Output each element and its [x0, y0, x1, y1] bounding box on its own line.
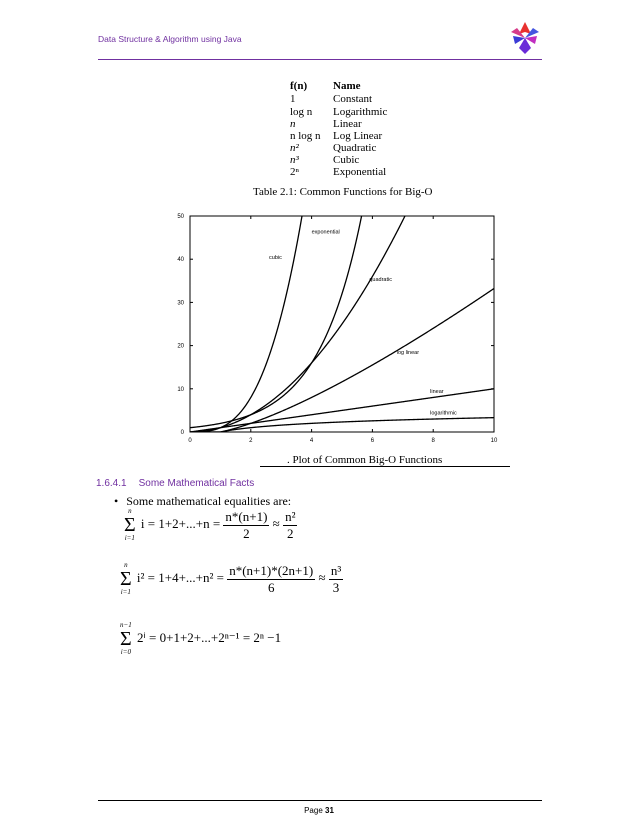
- table-cell-name: Logarithmic: [333, 106, 388, 118]
- approx-numerator: n²: [285, 508, 296, 524]
- x-tick-label: 4: [309, 438, 314, 444]
- sum-upper: n: [128, 507, 132, 515]
- table-cell-name: Constant: [333, 93, 373, 105]
- equation-1: [124, 508, 297, 542]
- fraction-numerator: n*(n+1)*(2n+1): [229, 562, 314, 578]
- sum-symbol: [120, 562, 132, 596]
- sum-lower: i=1: [120, 588, 131, 596]
- approx-fraction: [283, 509, 297, 542]
- series-label-log-linear: log linear: [396, 350, 420, 357]
- sum-lower: i=1: [124, 534, 135, 542]
- x-tick-label: 2: [249, 438, 253, 444]
- header-title: Data Structure & Algorithm using Java: [98, 34, 242, 44]
- logo-icon: [505, 18, 545, 58]
- section-number: 1.6.4.1: [96, 478, 127, 489]
- sum-upper: n−1: [120, 621, 132, 629]
- bullet-text: Some mathematical equalities are:: [126, 494, 292, 508]
- x-tick-label: 8: [431, 438, 435, 444]
- table-cell-fn: 1: [290, 93, 296, 105]
- equation-2: [120, 562, 343, 596]
- table-header-fn: f(n): [290, 80, 308, 92]
- series-line-cubic: [190, 208, 313, 432]
- series-label-linear: linear: [430, 389, 444, 396]
- approx-denominator: 2: [287, 525, 294, 541]
- sum-symbol: [120, 622, 132, 656]
- footer-rule: [98, 800, 542, 801]
- equation-fraction: [227, 563, 315, 596]
- sum-upper: n: [124, 561, 128, 569]
- table-cell-fn: log n: [290, 106, 313, 118]
- sigma-icon: Σ: [120, 568, 132, 590]
- table-cell-name: Linear: [333, 118, 362, 130]
- page-number: [0, 806, 638, 815]
- table-cell-name: Exponential: [333, 166, 387, 178]
- sigma-icon: Σ: [120, 628, 132, 650]
- table-header-name: Name: [333, 80, 361, 92]
- figure-rule: [260, 466, 510, 467]
- equation-fraction: [223, 509, 269, 542]
- series-label-quadratic: quadratic: [369, 276, 393, 283]
- approx-denominator: 3: [332, 579, 340, 595]
- big-o-chart: [160, 208, 512, 448]
- y-tick-label: 30: [177, 300, 184, 307]
- series-label-logarithmic: logarithmic: [430, 410, 457, 417]
- figure-caption: . Plot of Common Big-O Functions: [287, 454, 443, 466]
- sigma-icon: Σ: [124, 514, 136, 536]
- x-tick-label: 0: [188, 438, 192, 444]
- equation-lhs: 2ⁱ = 0+1+2+...+2ⁿ⁻¹ = 2ⁿ −1: [136, 629, 282, 645]
- sum-symbol: [124, 508, 136, 542]
- table-cell-name: Cubic: [333, 154, 360, 166]
- section-heading: [96, 478, 254, 489]
- y-tick-label: 20: [177, 343, 184, 350]
- table-caption-text: Common Functions for Big-O: [299, 186, 433, 198]
- bullet-item: [114, 494, 291, 509]
- chart-series: [190, 208, 494, 432]
- equation-lhs: i = 1+2+...+n =: [140, 515, 221, 531]
- table-caption-label: Table 2.1:: [253, 186, 297, 198]
- page-label-text: Page: [304, 806, 323, 815]
- header-rule: [98, 59, 542, 60]
- table-cell-fn: n log n: [290, 130, 321, 142]
- approx-numerator: n³: [330, 562, 342, 578]
- fraction-numerator: n*(n+1): [225, 508, 268, 524]
- approx-icon: ≈: [318, 569, 326, 585]
- y-tick-label: 10: [177, 386, 184, 393]
- page-number-value: 31: [325, 806, 334, 815]
- table-caption: [253, 186, 433, 198]
- y-tick-label: 0: [180, 430, 184, 436]
- x-tick-label: 6: [370, 438, 375, 444]
- table-cell-fn: n²: [290, 142, 299, 154]
- y-tick-label: 40: [177, 257, 184, 264]
- table-cell-fn: 2ⁿ: [290, 166, 299, 178]
- fraction-denominator: 6: [267, 579, 275, 595]
- equation-3: [120, 622, 281, 656]
- series-label-cubic: cubic: [269, 255, 282, 262]
- fraction-denominator: 2: [243, 525, 250, 541]
- approx-fraction: [329, 563, 343, 596]
- table-cell-fn: n³: [290, 154, 299, 166]
- equation-lhs: i² = 1+4+...+n² =: [136, 569, 224, 585]
- sum-lower: i=0: [120, 648, 131, 656]
- bullet-icon: •: [114, 494, 119, 508]
- section-title: Some Mathematical Facts: [138, 478, 255, 489]
- series-line-quadratic: [190, 208, 436, 432]
- y-tick-label: 50: [177, 214, 184, 220]
- table-cell-fn: n: [290, 118, 296, 130]
- table-cell-name: Log Linear: [333, 130, 383, 142]
- x-tick-label: 10: [490, 438, 498, 444]
- approx-icon: ≈: [272, 515, 280, 531]
- series-label-exponential: exponential: [311, 229, 340, 236]
- table-cell-name: Quadratic: [333, 142, 377, 154]
